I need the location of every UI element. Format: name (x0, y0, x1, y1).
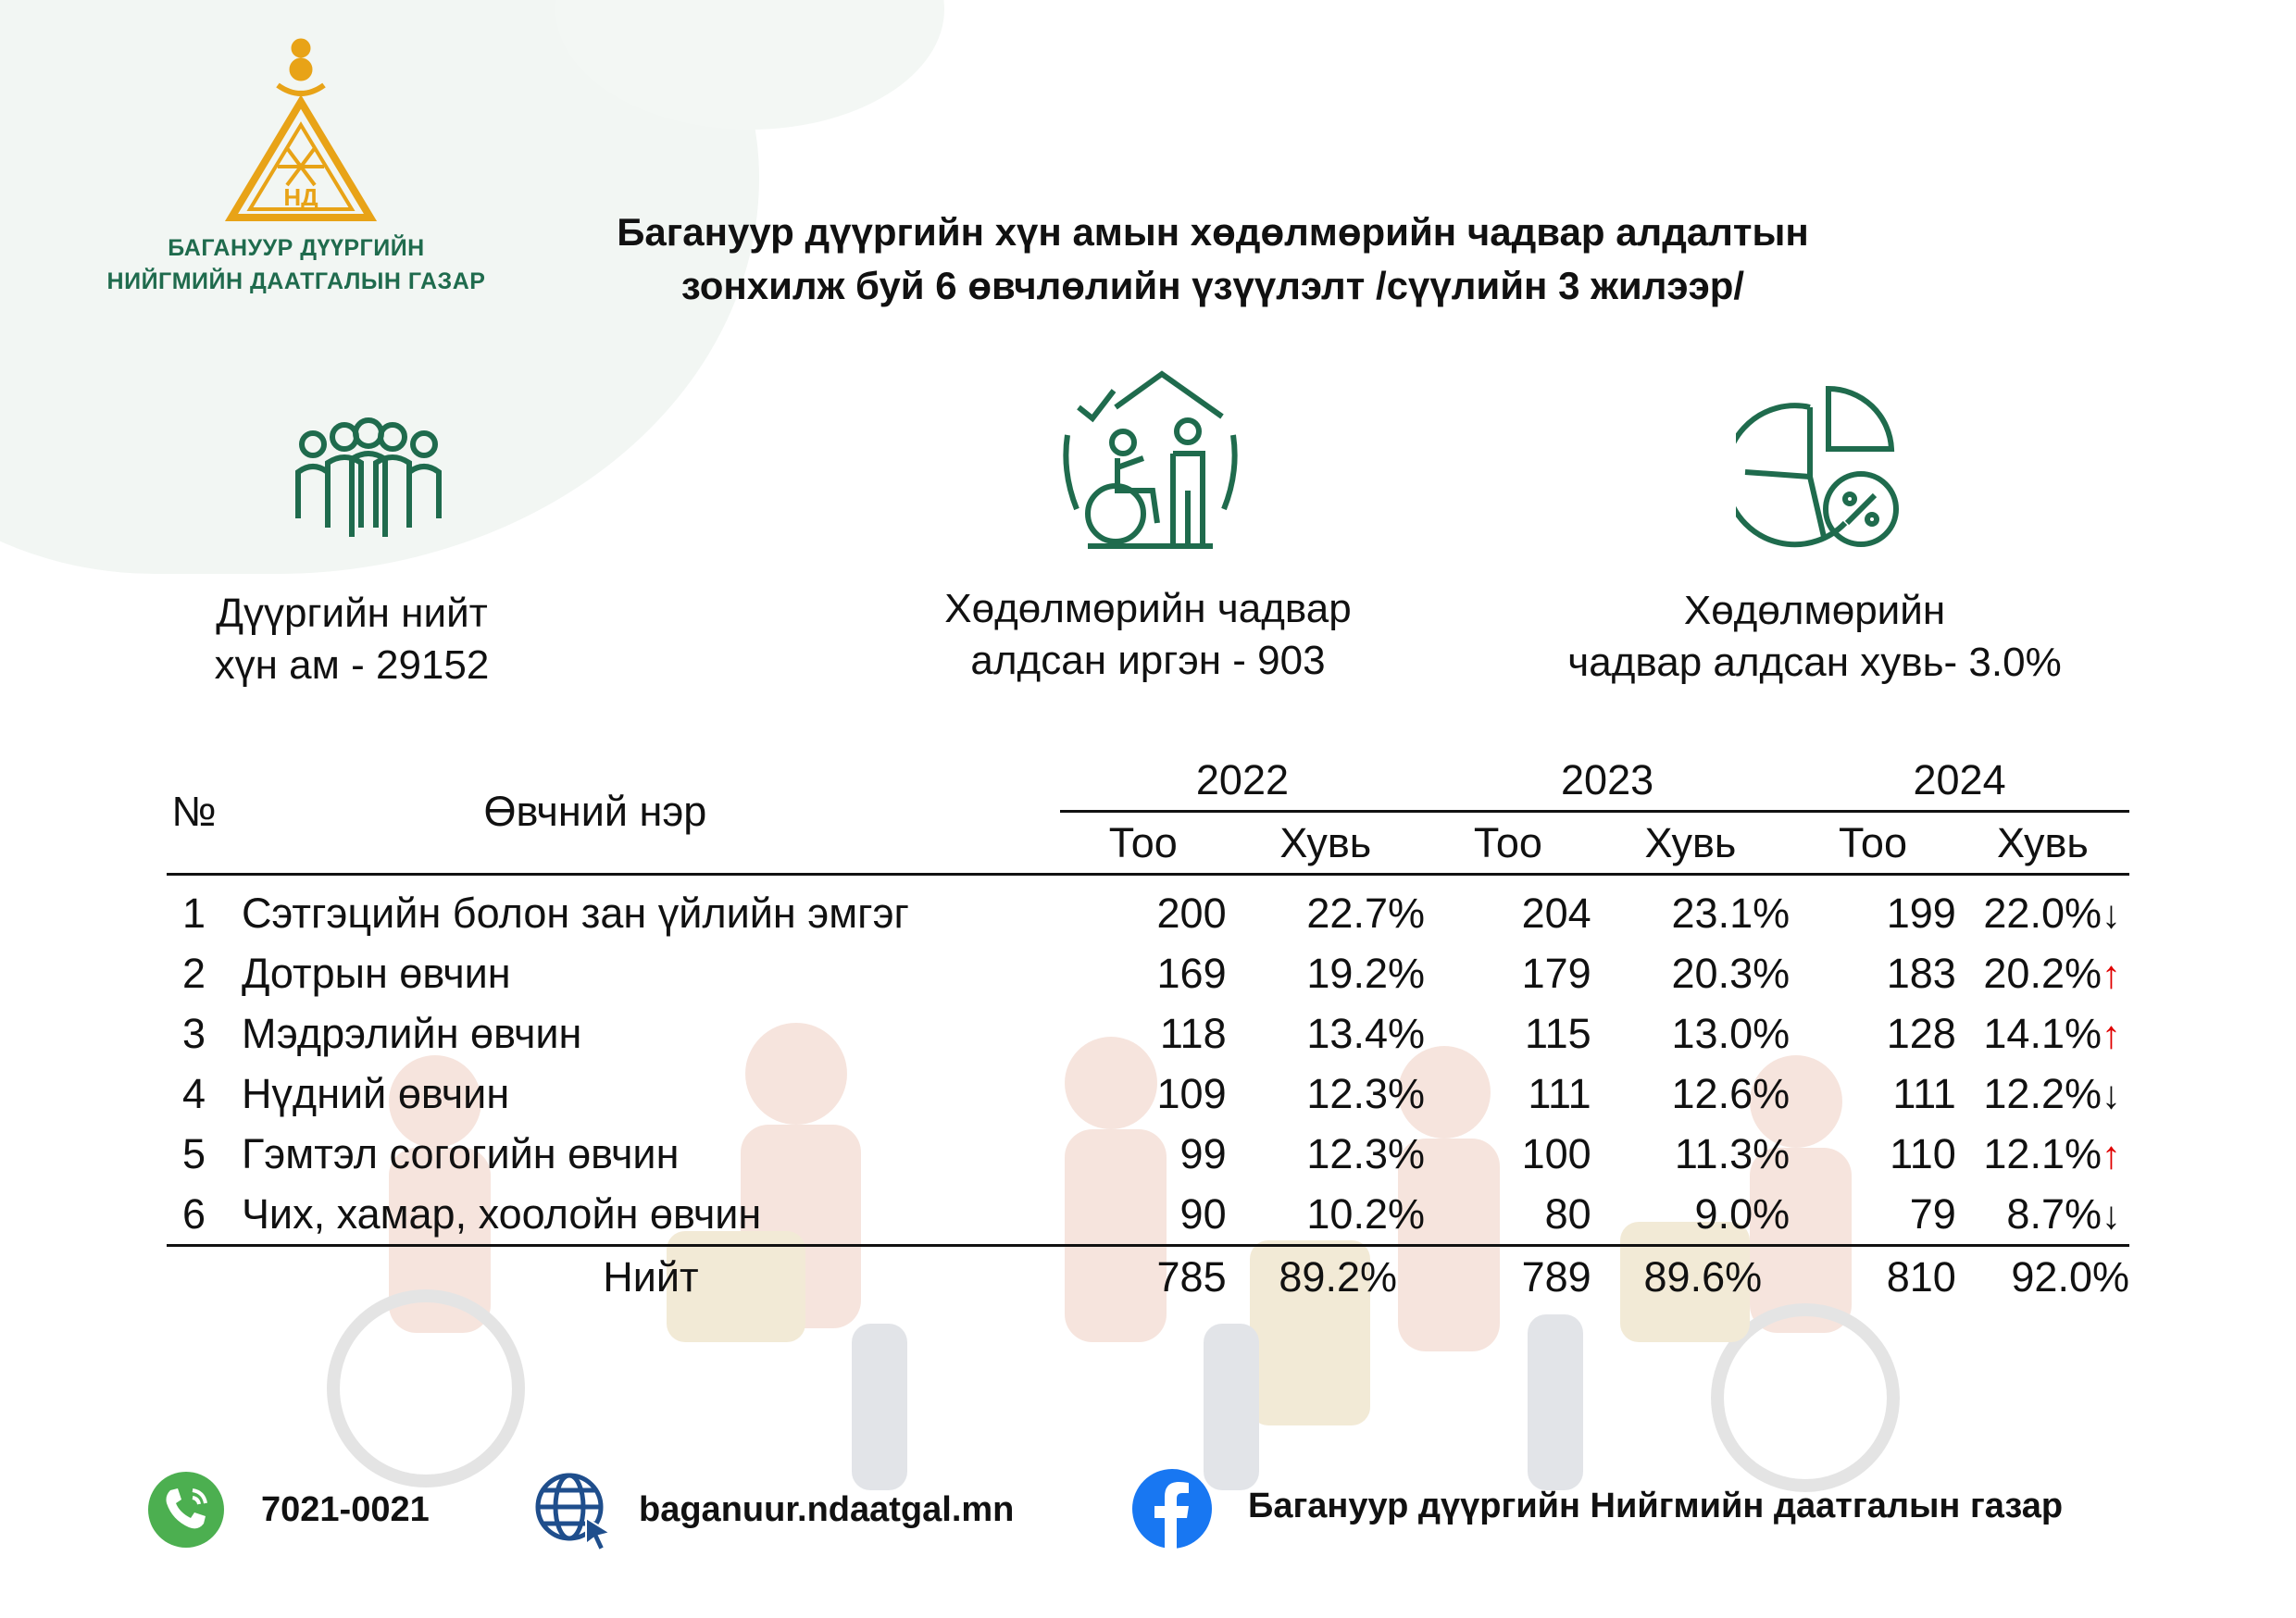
logo-letters: НД (283, 183, 318, 211)
cell-count: 90 (1179, 1189, 1227, 1238)
row-name: Гэмтэл согогийн өвчин (241, 1129, 680, 1177)
sub-count-2023: Тоо (1473, 818, 1542, 866)
total-count: 789 (1425, 1246, 1591, 1308)
stat-disabled-citizens (870, 583, 1426, 687)
total-count: 785 (1060, 1246, 1227, 1308)
total-pct: 89.2% (1227, 1246, 1425, 1308)
row-no: 2 (181, 949, 206, 997)
cell-count: 111 (1528, 1069, 1591, 1117)
organization-logo (222, 28, 380, 222)
cell-pct-trend (1956, 1124, 2129, 1184)
row-no: 1 (181, 889, 206, 937)
cell-pct: 12.3% (1306, 1129, 1426, 1177)
cell-count: 79 (1909, 1189, 1956, 1238)
col-no-header: № (171, 787, 217, 835)
globe-cursor-icon[interactable] (532, 1470, 616, 1553)
sub-pct-2024: Хувь (1996, 818, 2089, 866)
cell-count: 110 (1890, 1129, 1956, 1177)
pie-percent-icon (1736, 384, 1903, 551)
stat-disability-rate (1500, 585, 2129, 689)
cell-pct: 22.7% (1306, 889, 1426, 937)
sub-count-2024: Тоо (1838, 818, 1907, 866)
cell-pct: 20.3% (1671, 949, 1791, 997)
cell-pct: 12.6% (1671, 1069, 1791, 1117)
table-row (167, 1003, 2129, 1064)
table-total-row (167, 1246, 2129, 1308)
cell-count: 99 (1179, 1129, 1227, 1177)
table-row (167, 1124, 2129, 1184)
stat-disability-rate-line2: чадвар алдсан хувь- 3.0% (1567, 640, 2062, 685)
trend-down-icon: ↓ (2102, 1072, 2121, 1116)
website-link[interactable]: baganuur.ndaatgal.mn (639, 1490, 1015, 1529)
total-spacer (167, 1246, 221, 1308)
phone-number[interactable]: 7021-0021 (261, 1490, 430, 1529)
cell-pct: 14.1% (1983, 1009, 2102, 1057)
cell-pct-trend (1956, 943, 2129, 1003)
cell-count: 128 (1886, 1009, 1956, 1057)
trend-up-icon: ↑ (2102, 1132, 2121, 1176)
cell-pct: 20.2% (1983, 949, 2102, 997)
cell-pct: 8.7% (2006, 1189, 2102, 1238)
total-pct: 92.0% (1956, 1246, 2129, 1308)
year-header-2024: 2024 (1790, 750, 2129, 812)
row-name: Дотрын өвчин (241, 949, 511, 997)
row-name: Мэдрэлийн өвчин (241, 1009, 582, 1057)
table-row (167, 875, 2129, 944)
organization-name (93, 231, 500, 298)
cell-pct: 12.3% (1306, 1069, 1426, 1117)
cell-count: 109 (1156, 1069, 1227, 1117)
cell-count: 169 (1156, 949, 1227, 997)
cell-pct-trend (1956, 1003, 2129, 1064)
people-group-icon (287, 417, 449, 546)
cell-pct-trend (1956, 1064, 2129, 1124)
phone-icon[interactable] (146, 1470, 226, 1550)
row-no: 5 (181, 1129, 206, 1177)
cell-pct: 10.2% (1306, 1189, 1426, 1238)
cell-pct: 13.0% (1671, 1009, 1791, 1057)
stat-disabled-citizens-line2: алдсан иргэн - 903 (970, 638, 1326, 683)
cell-pct: 12.1% (1983, 1129, 2102, 1177)
table-row (167, 943, 2129, 1003)
page-title-line2: зонхилж буй 6 өвчлөлийн үзүүлэлт /сүүлийн 3 жилээр/ (680, 264, 1745, 307)
disease-table (167, 750, 2129, 1307)
row-name: Нүдний өвчин (241, 1069, 510, 1117)
total-pct: 89.6% (1591, 1246, 1790, 1308)
trend-up-icon: ↑ (2102, 952, 2121, 996)
stat-population-line1: Дүүргийн нийт (216, 591, 488, 636)
stat-disability-rate-line1: Хөдөлмөрийн (1683, 588, 1946, 633)
cell-count: 204 (1521, 889, 1591, 937)
trend-up-icon: ↑ (2102, 1012, 2121, 1056)
row-no: 6 (181, 1189, 206, 1238)
cell-count: 115 (1524, 1009, 1591, 1057)
organization-name-line2: НИЙГМИЙН ДААТГАЛЫН ГАЗАР (106, 268, 486, 294)
total-count: 810 (1790, 1246, 1956, 1308)
page-title (518, 205, 1907, 313)
col-name-header: Өвчний нэр (483, 787, 707, 835)
table-row (167, 1064, 2129, 1124)
cell-count: 118 (1159, 1009, 1227, 1057)
sub-pct-2023: Хувь (1644, 818, 1737, 866)
cell-pct: 23.1% (1671, 889, 1791, 937)
cell-pct: 13.4% (1306, 1009, 1426, 1057)
cell-count: 200 (1156, 889, 1227, 937)
sub-pct-2022: Хувь (1279, 818, 1372, 866)
cell-pct: 12.2% (1983, 1069, 2102, 1117)
cell-pct-trend (1956, 875, 2129, 944)
page-title-line1: Багануур дүүргийн хүн амын хөдөлмөрийн чадвар алдалтын (617, 210, 1809, 254)
table-header-years (167, 750, 2129, 812)
cell-pct: 19.2% (1306, 949, 1426, 997)
facebook-icon[interactable] (1131, 1468, 1213, 1550)
sub-count-2022: Тоо (1108, 818, 1178, 866)
row-no: 3 (181, 1009, 206, 1057)
stat-population (130, 588, 574, 691)
cell-pct: 11.3% (1674, 1129, 1791, 1177)
table-row (167, 1184, 2129, 1246)
cell-pct: 9.0% (1694, 1189, 1791, 1238)
cell-pct: 22.0% (1983, 889, 2102, 937)
row-name: Сэтгэцийн болон зан үйлийн эмгэг (241, 889, 909, 937)
year-header-2023: 2023 (1425, 750, 1790, 812)
disabled-person-care-icon (1060, 370, 1241, 555)
cell-count: 179 (1521, 949, 1591, 997)
cell-count: 80 (1544, 1189, 1591, 1238)
row-name: Чих, хамар, хоолойн өвчин (241, 1189, 762, 1238)
stat-population-line2: хүн ам - 29152 (214, 642, 490, 688)
year-header-2022: 2022 (1060, 750, 1425, 812)
cell-pct-trend (1956, 1184, 2129, 1246)
total-label: Нийт (221, 1246, 1060, 1308)
cell-count: 199 (1886, 889, 1956, 937)
facebook-page-link[interactable]: Багануур дүүргийн Нийгмийн даатгалын газар (1248, 1487, 2064, 1525)
row-no: 4 (181, 1069, 206, 1117)
trend-down-icon: ↓ (2102, 891, 2121, 936)
cell-count: 183 (1886, 949, 1956, 997)
stat-disabled-citizens-line1: Хөдөлмөрийн чадвар (944, 586, 1352, 631)
organization-name-line1: БАГАНУУР ДҮҮРГИЙН (168, 235, 425, 261)
cell-count: 111 (1892, 1069, 1956, 1117)
trend-down-icon: ↓ (2102, 1192, 2121, 1237)
cell-count: 100 (1521, 1129, 1591, 1177)
